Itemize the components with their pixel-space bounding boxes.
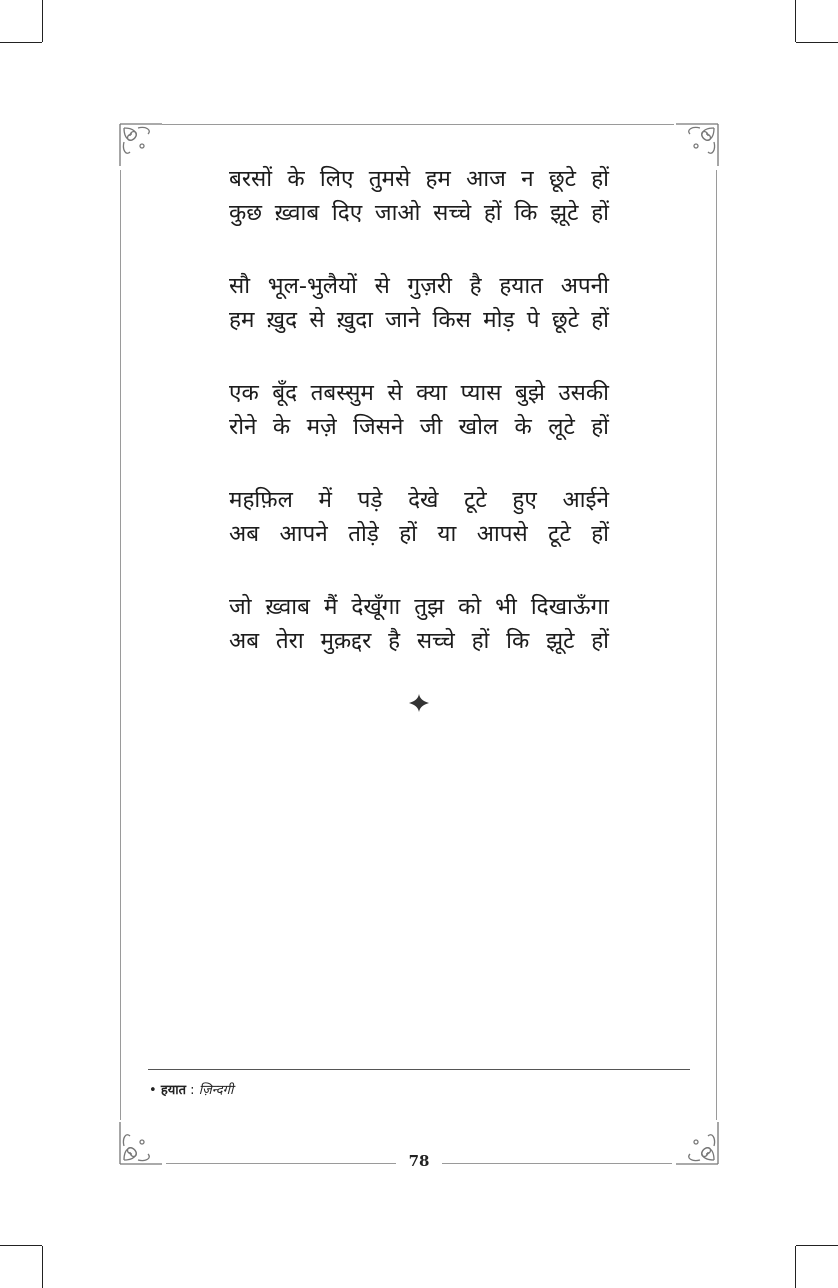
- end-ornament-icon: [408, 693, 430, 713]
- frame-bottom-line-right: [442, 1163, 672, 1164]
- verse-line: कुछ ख़्वाब दिए जाओ सच्चे हों कि झूटे हों: [229, 200, 609, 226]
- crop-mark-top-right-h: [796, 42, 838, 43]
- footnote-meaning: ज़िन्दगी: [198, 1083, 234, 1098]
- crop-mark-bottom-left-v: [42, 1246, 43, 1288]
- crop-mark-bottom-left-h: [0, 1245, 42, 1246]
- footnote-rule: [148, 1069, 690, 1070]
- crop-mark-top-left-v: [42, 0, 43, 42]
- couplet: [229, 590, 609, 658]
- footnote-bullet: •: [149, 1083, 157, 1098]
- verse-line: अब तेरा मुक़द्दर है सच्चे हों कि झूटे हों: [229, 628, 609, 654]
- verse-line: महफ़िल में पड़े देखे टूटे हुए आईने: [229, 487, 609, 513]
- frame-right-line: [716, 170, 717, 1120]
- crop-mark-bottom-right-h: [796, 1245, 838, 1246]
- crop-mark-top-left-h: [0, 42, 42, 43]
- couplet: [229, 162, 609, 230]
- verse-line: हम ख़ुद से ख़ुदा जाने किस मोड़ पे छूटे हों: [229, 307, 609, 333]
- verse-line: अब आपने तोड़े हों या आपसे टूटे हों: [229, 521, 609, 547]
- frame-top-line: [162, 124, 674, 125]
- corner-flourish-icon: [674, 1120, 720, 1166]
- verse-line: जो ख़्वाब मैं देखूँगा तुझ को भी दिखाऊँगा: [229, 594, 609, 620]
- corner-flourish-icon: [118, 1120, 164, 1166]
- verse-line: बरसों के लिए तुमसे हम आज न छूटे हों: [229, 166, 609, 192]
- verse-line: सौ भूल-भुलैयों से गुज़री है हयात अपनी: [229, 273, 609, 299]
- crop-mark-bottom-right-v: [795, 1246, 796, 1288]
- couplet: [229, 269, 609, 337]
- footnote-term: हयात: [160, 1083, 187, 1098]
- ghazal-text: [229, 162, 609, 697]
- crop-mark-top-right-v: [795, 0, 796, 42]
- corner-flourish-icon: [674, 122, 720, 168]
- corner-flourish-icon: [118, 122, 164, 168]
- frame-left-line: [120, 170, 121, 1120]
- footnote: [149, 1080, 233, 1098]
- couplet: [229, 483, 609, 551]
- frame-bottom-line-left: [166, 1163, 396, 1164]
- verse-line: रोने के मज़े जिसने जी खोल के लूटे हों: [229, 414, 609, 440]
- couplet: [229, 376, 609, 444]
- page-number: 78: [408, 1152, 430, 1170]
- footnote-separator: :: [186, 1083, 199, 1098]
- verse-line: एक बूँद तबस्सुम से क्या प्यास बुझे उसकी: [229, 380, 609, 406]
